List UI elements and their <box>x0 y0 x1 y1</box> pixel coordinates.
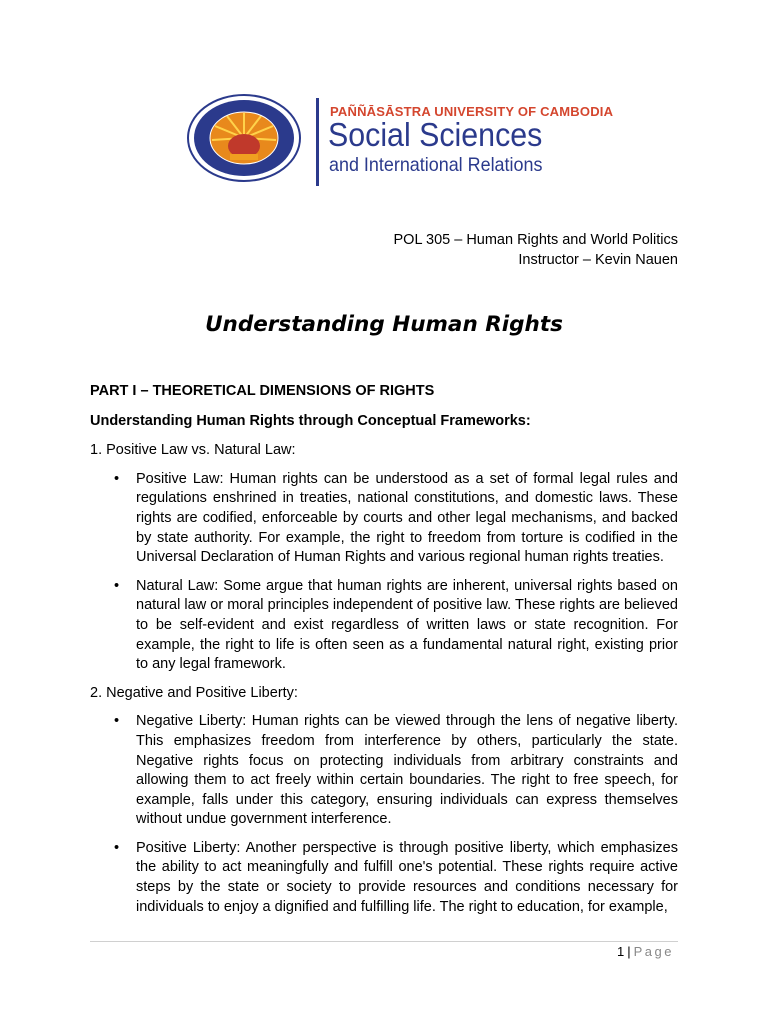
footer-rule <box>90 941 678 942</box>
faculty-subtitle: and International Relations <box>329 154 543 176</box>
document-title: Understanding Human Rights <box>205 312 563 337</box>
page-separator: | <box>627 944 631 959</box>
document-body <box>90 382 678 926</box>
faculty-name: Social Sciences <box>328 116 543 153</box>
page-label: Page <box>633 944 674 959</box>
course-info <box>394 230 679 270</box>
section-heading-1: 1. Positive Law vs. Natural Law: <box>90 442 296 459</box>
section-heading-2: 2. Negative and Positive Liberty: <box>90 684 298 701</box>
bullet-list-1 <box>90 470 678 675</box>
part-heading: PART I – THEORETICAL DIMENSIONS OF RIGHTS <box>90 383 435 399</box>
page-footer <box>617 944 674 959</box>
university-name: PAÑÑĀSĀSTRA UNIVERSITY OF CAMBODIA <box>330 104 614 119</box>
bullet-item: • Positive Liberty: Another perspective is through positive liberty, which emphasizes the ability to act meaningfully and fulfill one's potential. These rights require active steps by the state or society to provide resources and conditions necessary for individuals to enjoy a dignified and fulfilling life. The right to education, for example, <box>90 839 678 917</box>
bullet-list-2 <box>90 712 678 917</box>
course-title: POL 305 – Human Rights and World Politics <box>393 232 678 248</box>
letterhead <box>186 92 614 188</box>
brand-divider <box>316 98 319 186</box>
section-subheading: Understanding Human Rights through Conceptual Frameworks: <box>90 412 531 429</box>
bullet-item: • Positive Law: Human rights can be understood as a set of formal legal rules and regulations enshrined in treaties, national constitutions, and domestic laws. These rights are codified, enforceable by courts and other legal mechanisms, and backed by state authority. For example, the right to freedom from torture is codified in the Universal Declaration of Human Rights and various regional human rights treaties. <box>90 470 678 568</box>
instructor-line: Instructor – Kevin Nauen <box>518 252 678 268</box>
page-number: 1 <box>617 944 625 959</box>
bullet-item: • Natural Law: Some argue that human rights are inherent, universal rights based on natural law or moral principles independent of positive law. These rights are believed to be self-evident and exist regardless of written laws or state recognition. For example, the right to life is often seen as a fundamental natural right, existing prior to any legal framework. <box>90 577 678 675</box>
university-seal-logo <box>186 94 310 182</box>
bullet-item: • Negative Liberty: Human rights can be viewed through the lens of negative liberty. This emphasizes freedom from interference by others, particularly the state. Negative rights focus on protecting individuals from arbitrary constraints and allowing them to act freely within certain boundaries. The right to free speech, for example, falls under this category, ensuring individuals can express themselves without undue government interference. <box>90 712 678 830</box>
